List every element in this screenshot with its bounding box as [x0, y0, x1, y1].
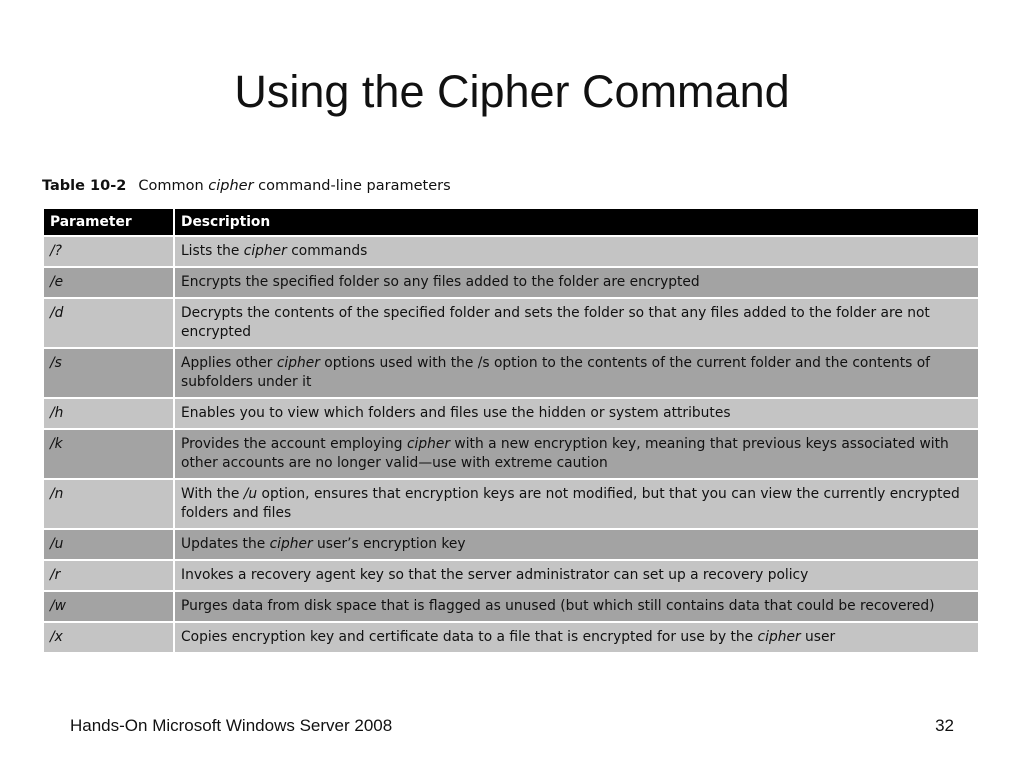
description-text: option, ensures that encryption keys are not modified, but that you can view the currently encrypted folders and files: [181, 486, 960, 521]
table-row: [43, 622, 979, 653]
description-text: Provides the account employing: [181, 436, 407, 452]
table-row: [43, 298, 979, 348]
table-row: [43, 591, 979, 622]
parameter-cell: /x: [43, 622, 174, 653]
description-cell: [174, 398, 979, 429]
parameter-cell: /r: [43, 560, 174, 591]
description-text: user’s encryption key: [312, 536, 466, 552]
description-emphasis: cipher: [276, 355, 320, 371]
description-cell: [174, 429, 979, 479]
page-number: 32: [935, 716, 954, 735]
description-text: commands: [286, 243, 368, 259]
parameter-cell: /n: [43, 479, 174, 529]
description-emphasis: cipher: [757, 629, 801, 645]
description-cell: [174, 236, 979, 267]
description-cell: [174, 479, 979, 529]
description-text: Updates the: [181, 536, 270, 552]
caption-post: command-line parameters: [253, 178, 451, 194]
description-text: Enables you to view which folders and files use the hidden or system attributes: [181, 405, 731, 421]
description-emphasis: cipher: [406, 436, 451, 452]
description-cell: [174, 560, 979, 591]
parameter-cell: /k: [43, 429, 174, 479]
description-cell: [174, 298, 979, 348]
description-text: Copies encryption key and certificate data to a file that is encrypted for use by the: [181, 629, 758, 645]
description-cell: [174, 591, 979, 622]
description-text: Lists the: [181, 243, 244, 259]
caption-em: cipher: [208, 178, 254, 194]
table-row: [43, 236, 979, 267]
table-number: Table 10-2: [42, 178, 127, 194]
table-row: [43, 560, 979, 591]
description-emphasis: cipher: [269, 536, 313, 552]
description-text: Encrypts the specified folder so any files added to the folder are encrypted: [181, 274, 700, 290]
parameters-table: [42, 207, 980, 654]
parameter-cell: /u: [43, 529, 174, 560]
parameter-cell: /w: [43, 591, 174, 622]
description-text: With the: [181, 486, 244, 502]
description-emphasis: /u: [243, 486, 258, 502]
table-header-row: [43, 208, 979, 236]
table-body: [43, 236, 979, 653]
parameter-cell: /e: [43, 267, 174, 298]
footer-book-title: Hands-On Microsoft Windows Server 2008: [70, 716, 393, 735]
table-row: [43, 479, 979, 529]
header-description: Description: [174, 208, 979, 236]
table-row: [43, 267, 979, 298]
slide-title: Using the Cipher Command: [234, 66, 790, 117]
description-text: with a new encryption key, meaning that previous keys associated with other accounts are no longer valid—use with extreme caution: [181, 436, 949, 471]
description-emphasis: cipher: [243, 243, 287, 259]
description-cell: [174, 622, 979, 653]
parameter-cell: /h: [43, 398, 174, 429]
header-parameter: Parameter: [43, 208, 174, 236]
description-cell: [174, 529, 979, 560]
table-row: [43, 429, 979, 479]
description-text: user: [800, 629, 836, 645]
description-cell: [174, 348, 979, 398]
caption-pre: Common: [138, 178, 209, 194]
description-text: Invokes a recovery agent key so that the server administrator can set up a recovery policy: [181, 567, 809, 583]
parameter-cell: /?: [43, 236, 174, 267]
description-text: Applies other: [181, 355, 277, 371]
description-text: options used with the /s option to the contents of the current folder and the contents of subfolders under it: [181, 355, 931, 390]
description-cell: [174, 267, 979, 298]
parameter-cell: /s: [43, 348, 174, 398]
description-text: Decrypts the contents of the specified folder and sets the folder so that any files added to the folder are not encrypted: [181, 305, 930, 340]
table-row: [43, 529, 979, 560]
description-text: Purges data from disk space that is flagged as unused (but which still contains data that could be recovered): [181, 598, 935, 614]
table-row: [43, 348, 979, 398]
parameter-cell: /d: [43, 298, 174, 348]
table-caption: [42, 176, 451, 196]
table-row: [43, 398, 979, 429]
